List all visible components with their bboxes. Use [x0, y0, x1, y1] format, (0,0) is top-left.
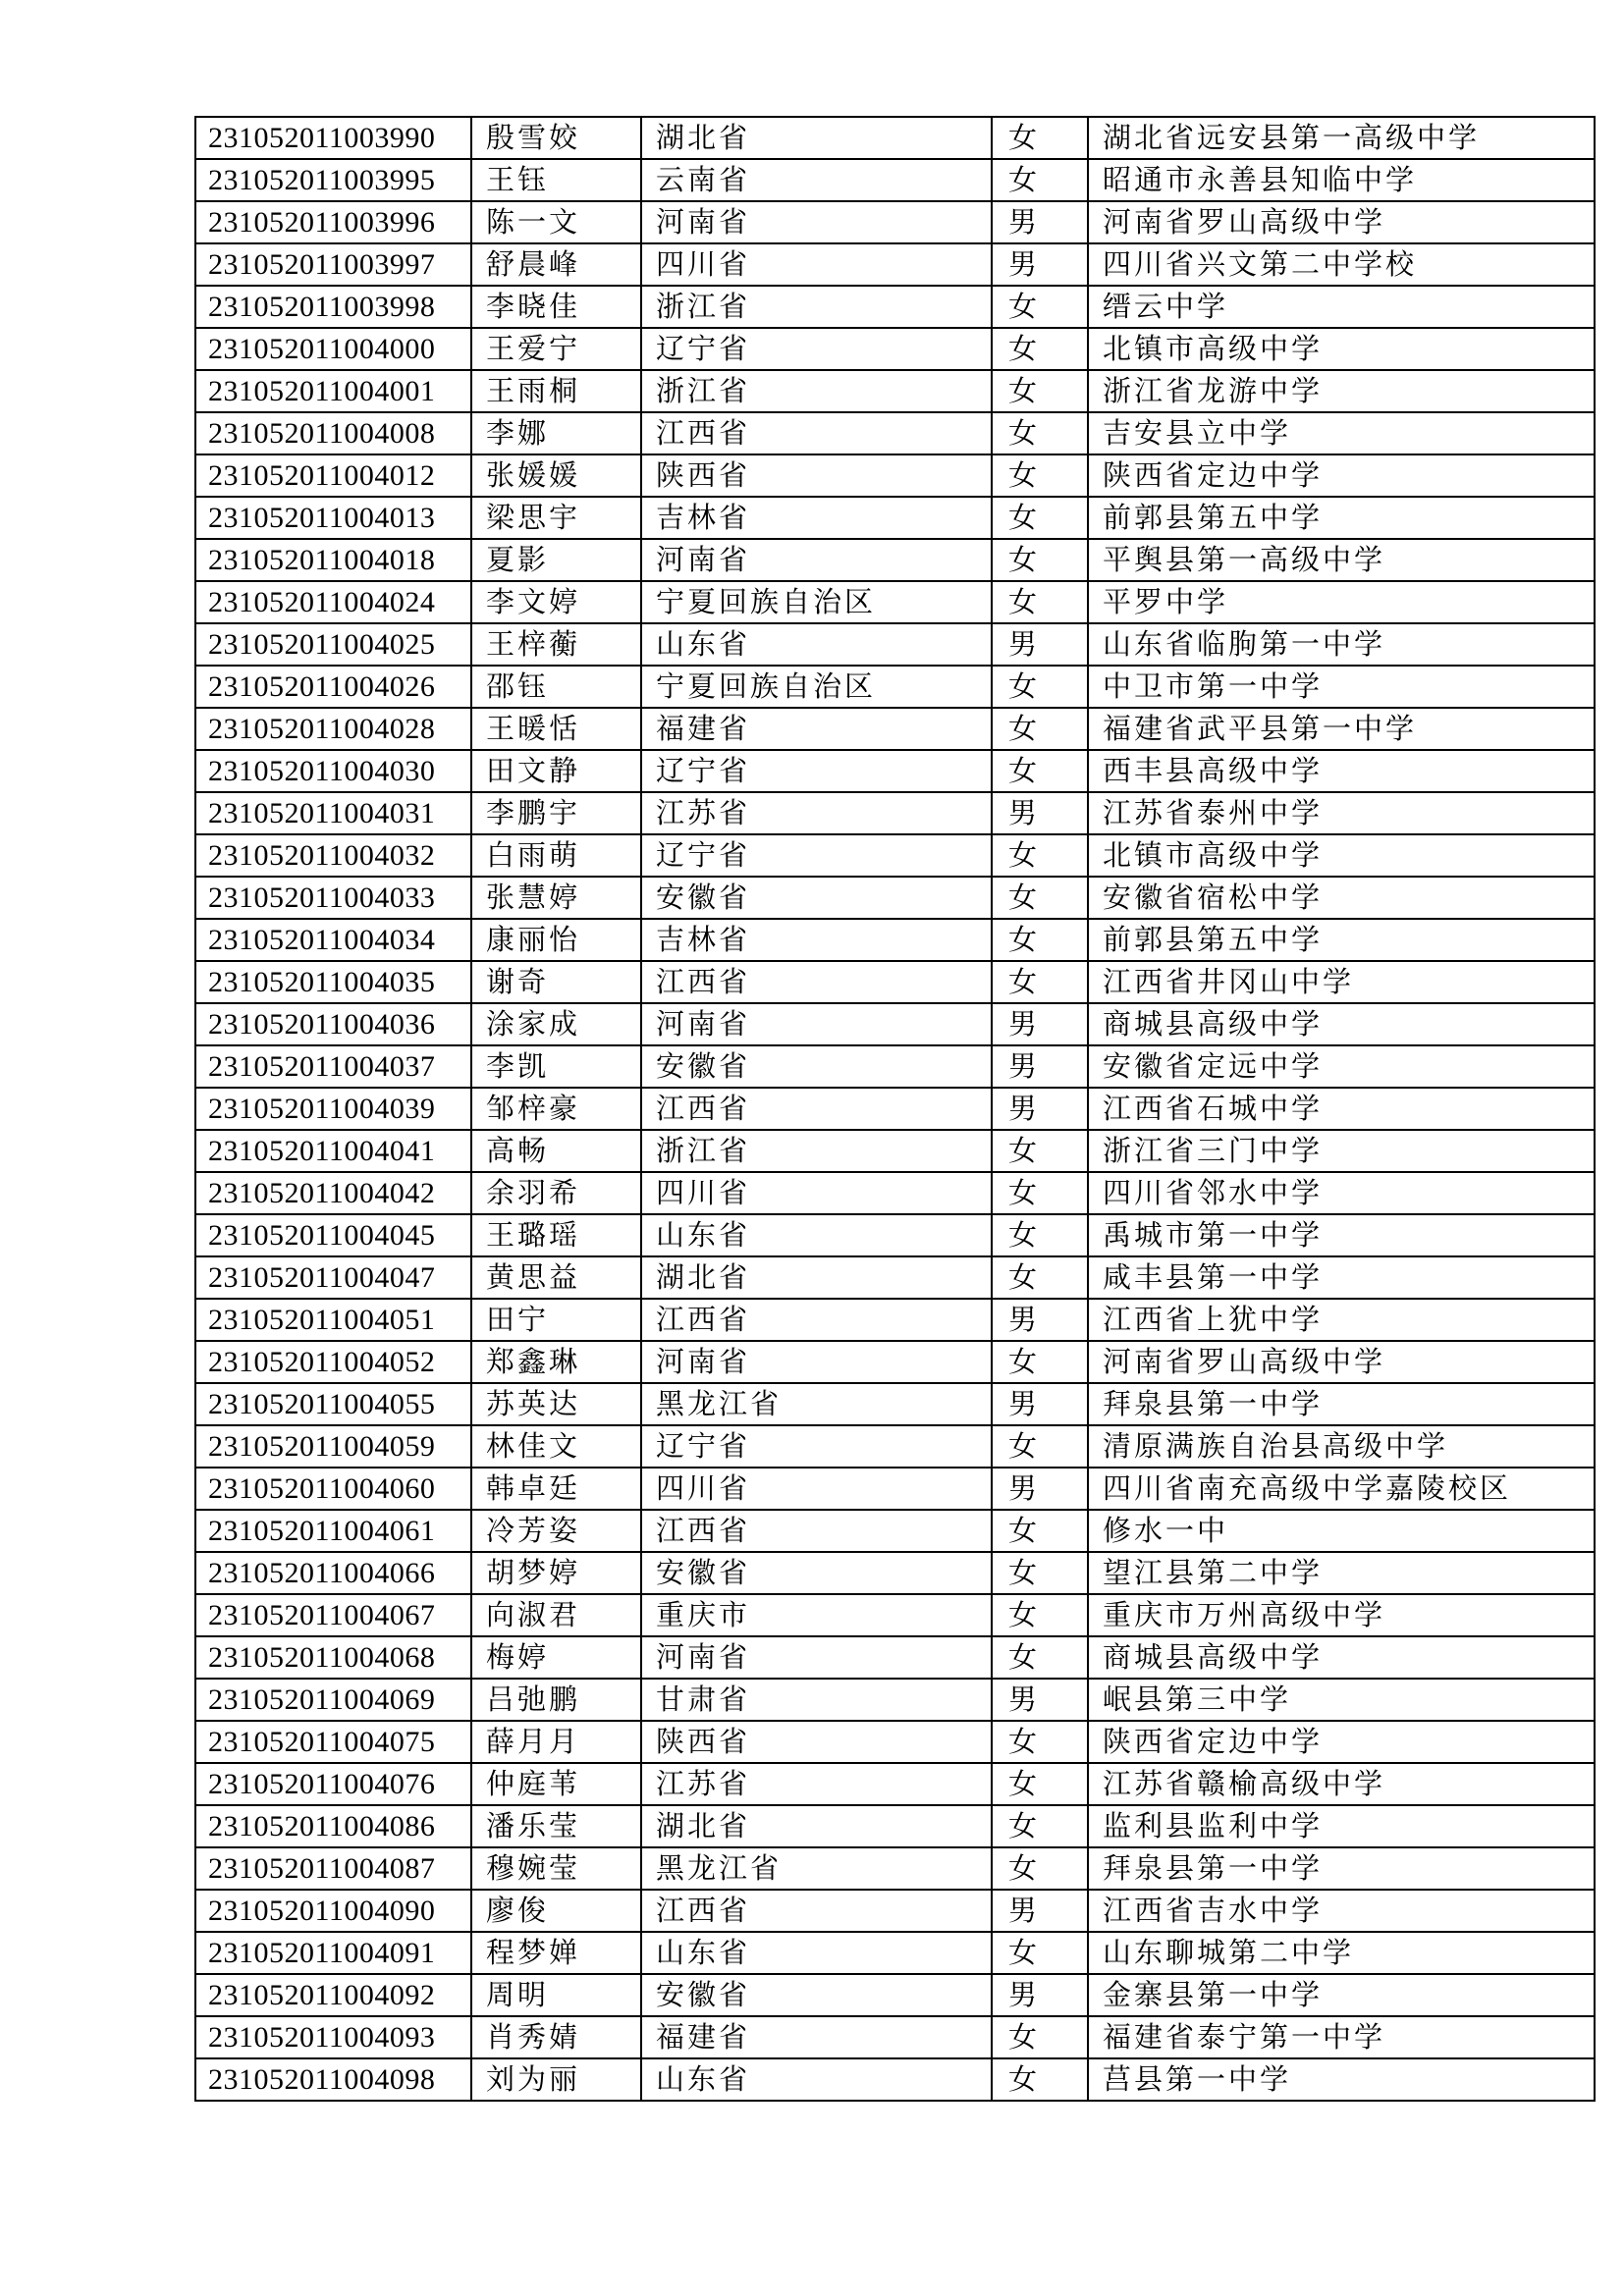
student-name-cell: 韩卓廷	[471, 1468, 641, 1510]
student-name-cell: 王钰	[471, 159, 641, 201]
student-name-cell: 李凯	[471, 1045, 641, 1088]
gender-cell: 女	[992, 1932, 1088, 1974]
student-name-cell: 刘为丽	[471, 2058, 641, 2101]
student-id-cell: 231052011004051	[195, 1299, 471, 1341]
province-cell: 山东省	[641, 2058, 992, 2101]
student-name-cell: 谢奇	[471, 961, 641, 1003]
table-row	[195, 1214, 1595, 1256]
school-cell: 山东省临朐第一中学	[1088, 623, 1595, 666]
gender-cell: 女	[992, 286, 1088, 328]
student-id-cell: 231052011004067	[195, 1594, 471, 1636]
school-cell: 重庆市万州高级中学	[1088, 1594, 1595, 1636]
table-row	[195, 412, 1595, 454]
school-cell: 江西省井冈山中学	[1088, 961, 1595, 1003]
student-name-cell: 周明	[471, 1974, 641, 2016]
table-row	[195, 1510, 1595, 1552]
school-cell: 江西省石城中学	[1088, 1088, 1595, 1130]
student-name-cell: 王梓蘅	[471, 623, 641, 666]
roster-table	[194, 116, 1596, 2102]
province-cell: 河南省	[641, 1003, 992, 1045]
student-name-cell: 肖秀婧	[471, 2016, 641, 2058]
gender-cell: 女	[992, 1172, 1088, 1214]
province-cell: 安徽省	[641, 877, 992, 919]
student-name-cell: 吕弛鹏	[471, 1679, 641, 1721]
school-cell: 安徽省定远中学	[1088, 1045, 1595, 1088]
student-id-cell: 231052011004075	[195, 1721, 471, 1763]
school-cell: 缙云中学	[1088, 286, 1595, 328]
table-row	[195, 581, 1595, 623]
gender-cell: 男	[992, 792, 1088, 834]
student-name-cell: 涂家成	[471, 1003, 641, 1045]
school-cell: 前郭县第五中学	[1088, 497, 1595, 539]
gender-cell: 女	[992, 708, 1088, 750]
student-name-cell: 余羽希	[471, 1172, 641, 1214]
school-cell: 北镇市高级中学	[1088, 328, 1595, 370]
province-cell: 辽宁省	[641, 1425, 992, 1468]
student-id-cell: 231052011004069	[195, 1679, 471, 1721]
gender-cell: 男	[992, 623, 1088, 666]
province-cell: 陕西省	[641, 454, 992, 497]
school-cell: 前郭县第五中学	[1088, 919, 1595, 961]
student-name-cell: 康丽怡	[471, 919, 641, 961]
province-cell: 甘肃省	[641, 1679, 992, 1721]
student-name-cell: 田宁	[471, 1299, 641, 1341]
student-name-cell: 李鹏宇	[471, 792, 641, 834]
student-id-cell: 231052011004035	[195, 961, 471, 1003]
student-name-cell: 梅婷	[471, 1636, 641, 1679]
school-cell: 北镇市高级中学	[1088, 834, 1595, 877]
school-cell: 四川省邻水中学	[1088, 1172, 1595, 1214]
student-name-cell: 向淑君	[471, 1594, 641, 1636]
gender-cell: 女	[992, 1763, 1088, 1805]
student-id-cell: 231052011004076	[195, 1763, 471, 1805]
student-name-cell: 苏英达	[471, 1383, 641, 1425]
student-id-cell: 231052011004052	[195, 1341, 471, 1383]
province-cell: 山东省	[641, 1932, 992, 1974]
province-cell: 云南省	[641, 159, 992, 201]
gender-cell: 男	[992, 201, 1088, 243]
table-row	[195, 1425, 1595, 1468]
province-cell: 安徽省	[641, 1974, 992, 2016]
student-id-cell: 231052011004030	[195, 750, 471, 792]
student-name-cell: 陈一文	[471, 201, 641, 243]
table-row	[195, 1299, 1595, 1341]
table-row	[195, 877, 1595, 919]
student-id-cell: 231052011004087	[195, 1847, 471, 1890]
gender-cell: 女	[992, 412, 1088, 454]
province-cell: 吉林省	[641, 919, 992, 961]
student-id-cell: 231052011004032	[195, 834, 471, 877]
gender-cell: 女	[992, 1214, 1088, 1256]
table-row	[195, 1721, 1595, 1763]
school-cell: 四川省南充高级中学嘉陵校区	[1088, 1468, 1595, 1510]
table-row	[195, 454, 1595, 497]
table-row	[195, 2016, 1595, 2058]
school-cell: 江西省上犹中学	[1088, 1299, 1595, 1341]
school-cell: 商城县高级中学	[1088, 1003, 1595, 1045]
student-id-cell: 231052011004008	[195, 412, 471, 454]
province-cell: 江西省	[641, 1890, 992, 1932]
student-name-cell: 冷芳姿	[471, 1510, 641, 1552]
student-id-cell: 231052011004012	[195, 454, 471, 497]
student-id-cell: 231052011004037	[195, 1045, 471, 1088]
school-cell: 河南省罗山高级中学	[1088, 1341, 1595, 1383]
student-name-cell: 李文婷	[471, 581, 641, 623]
school-cell: 浙江省三门中学	[1088, 1130, 1595, 1172]
table-row	[195, 666, 1595, 708]
gender-cell: 男	[992, 1045, 1088, 1088]
table-row	[195, 370, 1595, 412]
province-cell: 江西省	[641, 1088, 992, 1130]
student-id-cell: 231052011004025	[195, 623, 471, 666]
province-cell: 安徽省	[641, 1045, 992, 1088]
table-row	[195, 1172, 1595, 1214]
school-cell: 监利县监利中学	[1088, 1805, 1595, 1847]
province-cell: 河南省	[641, 1636, 992, 1679]
table-row	[195, 1932, 1595, 1974]
gender-cell: 女	[992, 370, 1088, 412]
student-name-cell: 夏影	[471, 539, 641, 581]
student-name-cell: 仲庭苇	[471, 1763, 641, 1805]
province-cell: 宁夏回族自治区	[641, 666, 992, 708]
gender-cell: 女	[992, 328, 1088, 370]
student-id-cell: 231052011004018	[195, 539, 471, 581]
student-id-cell: 231052011004045	[195, 1214, 471, 1256]
student-id-cell: 231052011004034	[195, 919, 471, 961]
gender-cell: 女	[992, 1594, 1088, 1636]
student-id-cell: 231052011003995	[195, 159, 471, 201]
table-row	[195, 286, 1595, 328]
school-cell: 清原满族自治县高级中学	[1088, 1425, 1595, 1468]
gender-cell: 女	[992, 539, 1088, 581]
table-row	[195, 1468, 1595, 1510]
gender-cell: 女	[992, 1341, 1088, 1383]
student-id-cell: 231052011004033	[195, 877, 471, 919]
student-id-cell: 231052011004066	[195, 1552, 471, 1594]
student-id-cell: 231052011004028	[195, 708, 471, 750]
gender-cell: 女	[992, 919, 1088, 961]
student-id-cell: 231052011004098	[195, 2058, 471, 2101]
table-row	[195, 539, 1595, 581]
table-row	[195, 1256, 1595, 1299]
table-row	[195, 328, 1595, 370]
school-cell: 福建省武平县第一中学	[1088, 708, 1595, 750]
gender-cell: 女	[992, 1510, 1088, 1552]
student-id-cell: 231052011004031	[195, 792, 471, 834]
gender-cell: 女	[992, 117, 1088, 159]
province-cell: 陕西省	[641, 1721, 992, 1763]
table-row	[195, 243, 1595, 286]
table-row	[195, 961, 1595, 1003]
province-cell: 重庆市	[641, 1594, 992, 1636]
school-cell: 安徽省宿松中学	[1088, 877, 1595, 919]
school-cell: 山东聊城第二中学	[1088, 1932, 1595, 1974]
student-id-cell: 231052011004060	[195, 1468, 471, 1510]
school-cell: 拜泉县第一中学	[1088, 1383, 1595, 1425]
province-cell: 四川省	[641, 1468, 992, 1510]
table-row	[195, 1890, 1595, 1932]
table-row	[195, 1130, 1595, 1172]
gender-cell: 男	[992, 1468, 1088, 1510]
province-cell: 湖北省	[641, 117, 992, 159]
gender-cell: 男	[992, 1088, 1088, 1130]
province-cell: 江西省	[641, 1510, 992, 1552]
school-cell: 平舆县第一高级中学	[1088, 539, 1595, 581]
gender-cell: 女	[992, 1130, 1088, 1172]
school-cell: 吉安县立中学	[1088, 412, 1595, 454]
gender-cell: 女	[992, 834, 1088, 877]
table-row	[195, 834, 1595, 877]
gender-cell: 女	[992, 1636, 1088, 1679]
school-cell: 金寨县第一中学	[1088, 1974, 1595, 2016]
student-id-cell: 231052011004041	[195, 1130, 471, 1172]
table-row	[195, 497, 1595, 539]
school-cell: 陕西省定边中学	[1088, 1721, 1595, 1763]
gender-cell: 男	[992, 1299, 1088, 1341]
student-id-cell: 231052011003996	[195, 201, 471, 243]
table-row	[195, 1636, 1595, 1679]
table-row	[195, 1003, 1595, 1045]
student-id-cell: 231052011004061	[195, 1510, 471, 1552]
student-id-cell: 231052011004090	[195, 1890, 471, 1932]
school-cell: 禹城市第一中学	[1088, 1214, 1595, 1256]
province-cell: 浙江省	[641, 1130, 992, 1172]
gender-cell: 女	[992, 961, 1088, 1003]
province-cell: 山东省	[641, 623, 992, 666]
student-name-cell: 薛月月	[471, 1721, 641, 1763]
student-name-cell: 张媛媛	[471, 454, 641, 497]
student-id-cell: 231052011004093	[195, 2016, 471, 2058]
province-cell: 江西省	[641, 961, 992, 1003]
school-cell: 福建省泰宁第一中学	[1088, 2016, 1595, 2058]
student-name-cell: 王雨桐	[471, 370, 641, 412]
table-row	[195, 708, 1595, 750]
school-cell: 中卫市第一中学	[1088, 666, 1595, 708]
gender-cell: 女	[992, 2058, 1088, 2101]
student-id-cell: 231052011003990	[195, 117, 471, 159]
student-name-cell: 舒晨峰	[471, 243, 641, 286]
student-name-cell: 李晓佳	[471, 286, 641, 328]
student-id-cell: 231052011004036	[195, 1003, 471, 1045]
student-name-cell: 黄思益	[471, 1256, 641, 1299]
student-id-cell: 231052011004059	[195, 1425, 471, 1468]
school-cell: 江苏省泰州中学	[1088, 792, 1595, 834]
student-name-cell: 王暖恬	[471, 708, 641, 750]
student-id-cell: 231052011004086	[195, 1805, 471, 1847]
student-name-cell: 廖俊	[471, 1890, 641, 1932]
student-name-cell: 王璐瑶	[471, 1214, 641, 1256]
gender-cell: 男	[992, 1679, 1088, 1721]
table-row	[195, 1594, 1595, 1636]
table-row	[195, 1088, 1595, 1130]
school-cell: 浙江省龙游中学	[1088, 370, 1595, 412]
province-cell: 湖北省	[641, 1805, 992, 1847]
student-id-cell: 231052011004091	[195, 1932, 471, 1974]
table-row	[195, 1045, 1595, 1088]
school-cell: 四川省兴文第二中学校	[1088, 243, 1595, 286]
student-name-cell: 郑鑫琳	[471, 1341, 641, 1383]
table-row	[195, 1679, 1595, 1721]
school-cell: 昭通市永善县知临中学	[1088, 159, 1595, 201]
table-row	[195, 1763, 1595, 1805]
province-cell: 河南省	[641, 201, 992, 243]
gender-cell: 男	[992, 1003, 1088, 1045]
student-name-cell: 李娜	[471, 412, 641, 454]
gender-cell: 女	[992, 454, 1088, 497]
student-id-cell: 231052011004001	[195, 370, 471, 412]
table-row	[195, 1383, 1595, 1425]
gender-cell: 女	[992, 159, 1088, 201]
province-cell: 山东省	[641, 1214, 992, 1256]
table-row	[195, 1552, 1595, 1594]
gender-cell: 女	[992, 750, 1088, 792]
province-cell: 四川省	[641, 243, 992, 286]
school-cell: 岷县第三中学	[1088, 1679, 1595, 1721]
student-id-cell: 231052011004013	[195, 497, 471, 539]
table-row	[195, 201, 1595, 243]
gender-cell: 女	[992, 1805, 1088, 1847]
school-cell: 平罗中学	[1088, 581, 1595, 623]
province-cell: 湖北省	[641, 1256, 992, 1299]
student-name-cell: 邹梓豪	[471, 1088, 641, 1130]
school-cell: 陕西省定边中学	[1088, 454, 1595, 497]
student-id-cell: 231052011004068	[195, 1636, 471, 1679]
student-name-cell: 梁思宇	[471, 497, 641, 539]
student-id-cell: 231052011004047	[195, 1256, 471, 1299]
gender-cell: 女	[992, 581, 1088, 623]
school-cell: 西丰县高级中学	[1088, 750, 1595, 792]
province-cell: 黑龙江省	[641, 1383, 992, 1425]
table-row	[195, 1805, 1595, 1847]
school-cell: 修水一中	[1088, 1510, 1595, 1552]
student-id-cell: 231052011003997	[195, 243, 471, 286]
gender-cell: 男	[992, 1890, 1088, 1932]
student-id-cell: 231052011003998	[195, 286, 471, 328]
student-id-cell: 231052011004055	[195, 1383, 471, 1425]
gender-cell: 女	[992, 666, 1088, 708]
student-id-cell: 231052011004042	[195, 1172, 471, 1214]
gender-cell: 女	[992, 1425, 1088, 1468]
student-id-cell: 231052011004024	[195, 581, 471, 623]
gender-cell: 女	[992, 1847, 1088, 1890]
student-id-cell: 231052011004026	[195, 666, 471, 708]
province-cell: 宁夏回族自治区	[641, 581, 992, 623]
school-cell: 江苏省赣榆高级中学	[1088, 1763, 1595, 1805]
school-cell: 湖北省远安县第一高级中学	[1088, 117, 1595, 159]
student-id-cell: 231052011004039	[195, 1088, 471, 1130]
province-cell: 江西省	[641, 412, 992, 454]
school-cell: 江西省吉水中学	[1088, 1890, 1595, 1932]
table-row	[195, 1974, 1595, 2016]
student-name-cell: 林佳文	[471, 1425, 641, 1468]
table-row	[195, 750, 1595, 792]
province-cell: 浙江省	[641, 286, 992, 328]
school-cell: 望江县第二中学	[1088, 1552, 1595, 1594]
gender-cell: 女	[992, 1721, 1088, 1763]
table-row	[195, 919, 1595, 961]
gender-cell: 女	[992, 2016, 1088, 2058]
province-cell: 江苏省	[641, 1763, 992, 1805]
table-row	[195, 2058, 1595, 2101]
gender-cell: 女	[992, 1256, 1088, 1299]
province-cell: 福建省	[641, 2016, 992, 2058]
student-id-cell: 231052011004000	[195, 328, 471, 370]
province-cell: 黑龙江省	[641, 1847, 992, 1890]
student-name-cell: 潘乐莹	[471, 1805, 641, 1847]
student-name-cell: 穆婉莹	[471, 1847, 641, 1890]
gender-cell: 男	[992, 1383, 1088, 1425]
student-name-cell: 胡梦婷	[471, 1552, 641, 1594]
province-cell: 江西省	[641, 1299, 992, 1341]
province-cell: 吉林省	[641, 497, 992, 539]
school-cell: 河南省罗山高级中学	[1088, 201, 1595, 243]
gender-cell: 女	[992, 877, 1088, 919]
school-cell: 商城县高级中学	[1088, 1636, 1595, 1679]
student-name-cell: 邵钰	[471, 666, 641, 708]
gender-cell: 男	[992, 1974, 1088, 2016]
province-cell: 浙江省	[641, 370, 992, 412]
table-row	[195, 1341, 1595, 1383]
province-cell: 安徽省	[641, 1552, 992, 1594]
province-cell: 辽宁省	[641, 328, 992, 370]
province-cell: 江苏省	[641, 792, 992, 834]
gender-cell: 男	[992, 243, 1088, 286]
school-cell: 拜泉县第一中学	[1088, 1847, 1595, 1890]
province-cell: 河南省	[641, 1341, 992, 1383]
gender-cell: 女	[992, 497, 1088, 539]
table-row	[195, 117, 1595, 159]
student-name-cell: 程梦婵	[471, 1932, 641, 1974]
table-row	[195, 1847, 1595, 1890]
student-name-cell: 张慧婷	[471, 877, 641, 919]
student-name-cell: 王爱宁	[471, 328, 641, 370]
student-name-cell: 田文静	[471, 750, 641, 792]
table-row	[195, 623, 1595, 666]
province-cell: 河南省	[641, 539, 992, 581]
student-name-cell: 高畅	[471, 1130, 641, 1172]
province-cell: 辽宁省	[641, 750, 992, 792]
table-row	[195, 792, 1595, 834]
table-row	[195, 159, 1595, 201]
school-cell: 莒县第一中学	[1088, 2058, 1595, 2101]
student-id-cell: 231052011004092	[195, 1974, 471, 2016]
student-name-cell: 白雨萌	[471, 834, 641, 877]
province-cell: 四川省	[641, 1172, 992, 1214]
province-cell: 辽宁省	[641, 834, 992, 877]
school-cell: 咸丰县第一中学	[1088, 1256, 1595, 1299]
roster-rows	[195, 117, 1595, 2101]
gender-cell: 女	[992, 1552, 1088, 1594]
province-cell: 福建省	[641, 708, 992, 750]
student-name-cell: 殷雪姣	[471, 117, 641, 159]
